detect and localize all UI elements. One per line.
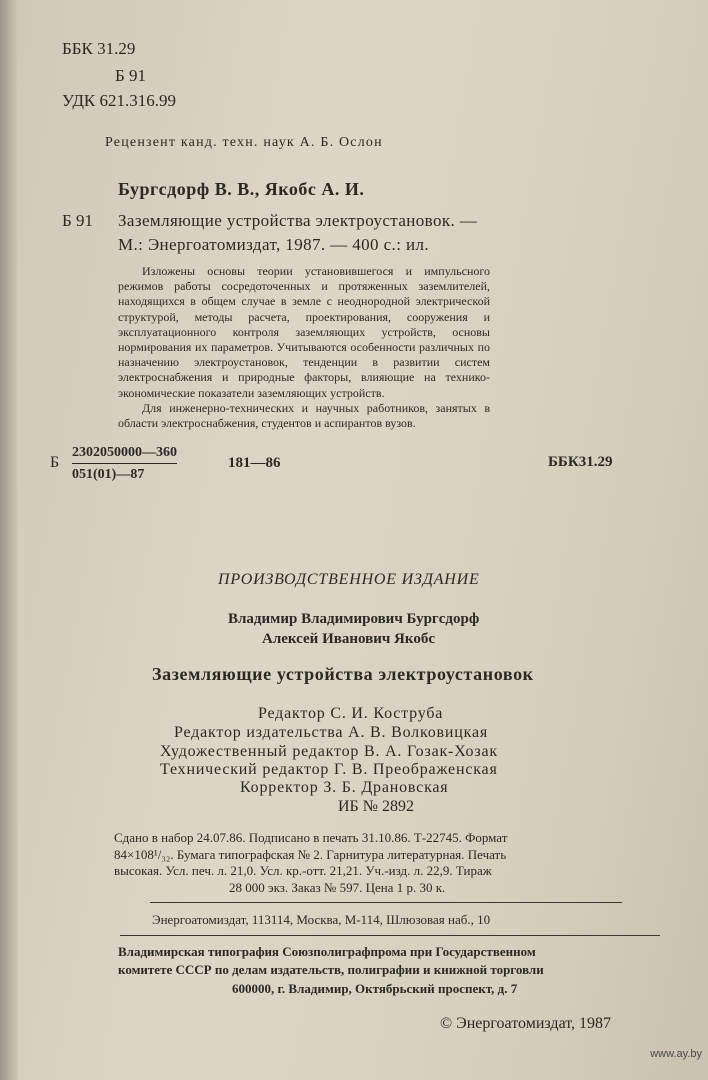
index-number: 181—86 — [228, 455, 281, 471]
full-author-2: Алексей Иванович Якобс — [262, 631, 435, 647]
divider-rule — [120, 935, 660, 936]
credit-corrector: Корректор З. Б. Драновская — [240, 779, 449, 796]
entry-publication: М.: Энергоатомиздат, 1987. — 400 с.: ил. — [118, 235, 430, 254]
index-fraction — [72, 445, 177, 483]
imprint — [114, 830, 654, 896]
index-numerator: 2302050000—360 — [72, 445, 177, 464]
index-denominator: 051(01)—87 — [72, 467, 145, 482]
credit-art-editor: Художественный редактор В. А. Гозак-Хозак — [160, 743, 498, 760]
credit-publisher-editor: Редактор издательства А. В. Волковицкая — [174, 724, 489, 741]
entry-mark: Б 91 — [62, 211, 94, 230]
imprint-line: Сдано в набор 24.07.86. Подписано в печать 31.10.86. Т-22745. Формат — [114, 830, 508, 845]
author-mark: Б 91 — [115, 66, 147, 85]
page-edge-shadow — [0, 0, 18, 1080]
abstract-paragraph: Изложены основы теории установившегося и импульсного режимов работы сосредоточенных и протяженных заземлителей, находящихся в общем случае в земле с неоднородной электрической структурой, методы расчета, проектирования, сооружения и эксплуатационного контроля заземляющих устройств, основы нормирования их параметров. Учитываются особенности различных по назначению электроустановок, тенденции в развитии систем электроснабжения и природные факторы, влияющие на технико-экономические показатели заземляющих устройств. — [118, 264, 490, 400]
edition-type: ПРОИЗВОДСТВЕННОЕ ИЗДАНИЕ — [218, 571, 480, 588]
bbk-code: ББК 31.29 — [62, 39, 136, 58]
copyright: © Энергоатомиздат, 1987 — [440, 1015, 612, 1032]
printer-line-1: Владимирская типография Союзполиграфпрома при Государственном — [118, 944, 536, 959]
reviewer: Рецензент канд. техн. наук А. Б. Ослон — [105, 135, 383, 150]
publisher-address: Энергоатомиздат, 113114, Москва, М-114, Шлюзовая наб., 10 — [152, 912, 491, 927]
divider-rule — [150, 902, 622, 903]
book-title: Заземляющие устройства электроустановок — [152, 664, 534, 684]
imprint-line: 84×108¹/₃₂. Бумага типографская № 2. Гарнитура литературная. Печать — [114, 846, 507, 862]
udk-code: УДК 621.316.99 — [62, 91, 177, 110]
printer-line-3: 600000, г. Владимир, Октябрьский проспект, д. 7 — [232, 981, 518, 996]
index-letter: Б — [50, 454, 60, 471]
imprint-line: 28 000 экз. Заказ № 597. Цена 1 р. 30 к. — [229, 879, 446, 895]
full-author-1: Владимир Владимирович Бургсдорф — [228, 611, 480, 627]
credit-tech-editor: Технический редактор Г. В. Преображенская — [160, 761, 498, 778]
credit-editor: Редактор С. И. Коструба — [258, 705, 444, 722]
printer-line-2: комитете СССР по делам издательств, полиграфии и книжной торговли — [118, 962, 544, 977]
entry-authors: Бургсдорф В. В., Якобс А. И. — [118, 179, 365, 199]
abstract-audience: Для инженерно-технических и научных работников, занятых в области электроснабжения, студентов и аспирантов вузов. — [118, 400, 490, 431]
entry-title: Заземляющие устройства электроустановок. — — [118, 211, 478, 230]
site-watermark: www.ay.by — [650, 1048, 702, 1060]
ib-number: ИБ № 2892 — [338, 798, 415, 815]
index-bbk: ББК31.29 — [548, 454, 613, 470]
abstract — [118, 264, 490, 431]
imprint-line: высокая. Усл. печ. л. 21,0. Усл. кр.-отт. 21,21. Уч.-изд. л. 22,9. Тираж — [114, 863, 492, 878]
